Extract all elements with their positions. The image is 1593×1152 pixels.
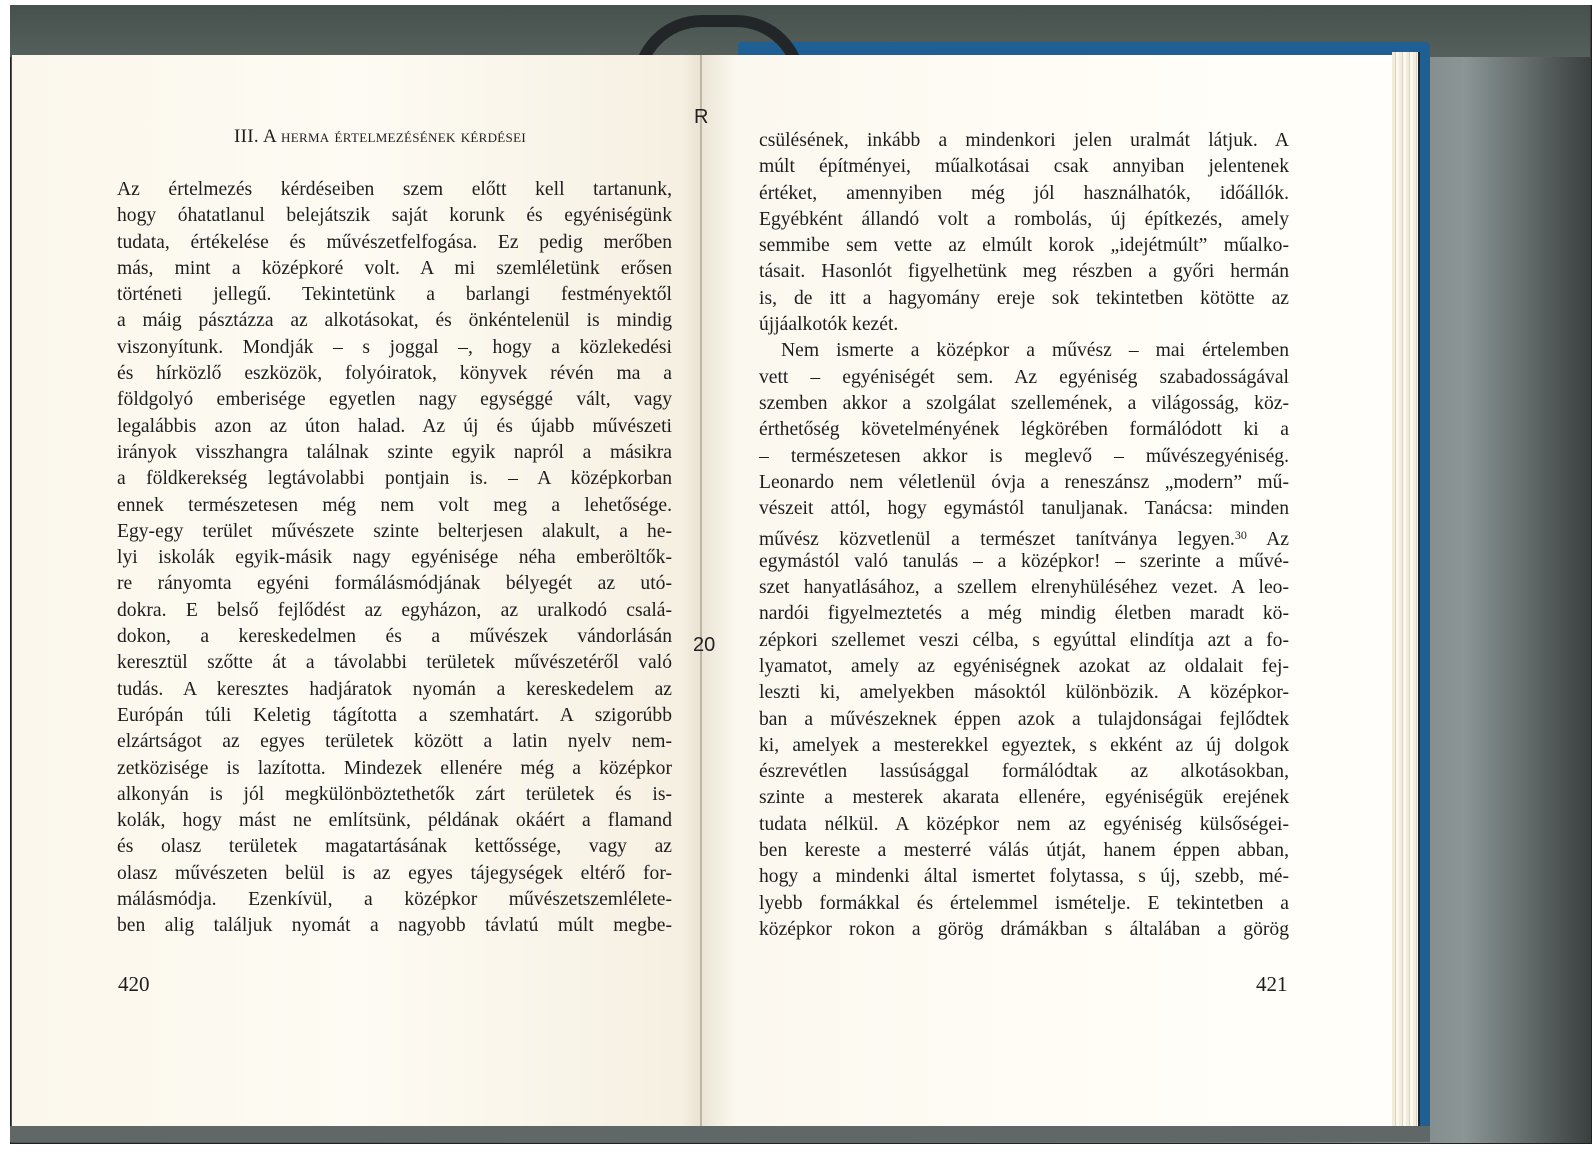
text-line: lyi iskolák egyik-másik nagy egyénisége néha emberöltők- bbox=[117, 547, 672, 569]
text-line: zetközisége is lazította. Mindezek ellenére még a középkor bbox=[117, 757, 672, 779]
text-line: földgolyó emberisége egyetlen nagy egységgé vált, vagy bbox=[117, 389, 672, 411]
header-title: herma értelmezésének kérdései bbox=[281, 126, 526, 147]
text-line: más, mint a középkoré volt. A mi szemléletünk erősen bbox=[117, 257, 672, 279]
text-line: múlt építményei, műalkotásai csak annyiban jelentenek bbox=[759, 156, 1289, 178]
text-line: málásmódja. Ezenkívül, a középkor művészetszemlélete- bbox=[117, 889, 672, 911]
text-line: tásait. Hasonlót figyelhetünk meg részben a győri hermán bbox=[759, 261, 1289, 283]
text-line: csülésének, inkább a mindenkori jelen uralmát látjuk. A bbox=[759, 130, 1289, 151]
page-number-right: 421 bbox=[1256, 972, 1288, 996]
text-line: szet hanyatlásához, a szellem elrenyhüléséhez vezet. A leo- bbox=[759, 577, 1289, 599]
book-gutter bbox=[700, 55, 702, 1126]
scanner-bottom-edge bbox=[10, 1126, 1430, 1142]
text-line: Európán túli Keletig tágította a szemhatárt. A szigorúbb bbox=[117, 704, 672, 726]
text-line: szemben akkor a szolgálat szellemének, a világosság, köz- bbox=[759, 392, 1289, 414]
text-line: ennek természetesen még nem volt meg a lehetősége. bbox=[117, 494, 672, 516]
text-line: ben alig találjuk nyomát a nagyobb távlatú múlt megbe- bbox=[117, 915, 672, 937]
text-line: történeti jellegű. Tekintetünk a barlangi festményektől bbox=[117, 284, 672, 306]
text-line: semmibe sem vette az elmúlt korok „idejétmúlt” műalko- bbox=[759, 235, 1289, 257]
text-line: – természetesen akkor is meglevő – művészegyéniség. bbox=[759, 445, 1289, 467]
text-line: egymástól való tanulás – a középkor! – szerinte a művé- bbox=[759, 550, 1289, 572]
page-edges bbox=[1392, 52, 1420, 1126]
text-line: szinte a mesterek akarata ellenére, egyéniségük erejének bbox=[759, 787, 1289, 809]
text-line: hogy óhatatlanul belejátszik saját korunk és egyéniségünk bbox=[117, 205, 672, 227]
text-line: Egy-egy terület művészete szinte belterjesen alakult, a he- bbox=[117, 520, 672, 542]
text-line: újjáalkotók kezét. bbox=[759, 314, 899, 336]
text-line: ki, amelyek a mesterekkel egyeztek, s ekként az új dolgok bbox=[759, 734, 1289, 756]
text-line: elzártságot az egyes területek között a latin nyelv nem- bbox=[117, 731, 672, 753]
text-line: olasz művészeten belül is az egyes tájegységek eltérő for- bbox=[117, 862, 672, 884]
text-line: értéket, amennyiben még jól használhatók, időállók. bbox=[759, 182, 1289, 204]
text-line: Egyébként állandó volt a rombolás, új építkezés, amely bbox=[759, 208, 1289, 230]
text-line: keresztül szőtte át a távolabbi területek művészetéről való bbox=[117, 652, 672, 674]
text-line: és olasz területek magatartásának kettőssége, vagy az bbox=[117, 836, 672, 858]
header-first-letter: A bbox=[263, 126, 276, 147]
paragraph-3 bbox=[759, 549, 1289, 943]
text-line: érthetőség követelményének légkörében formálódott ki a bbox=[759, 419, 1289, 441]
text-line: Leonardo nem véletlenül óvja a reneszánsz „modern” mű- bbox=[759, 471, 1289, 493]
gutter-mark-20: 20 bbox=[693, 634, 716, 656]
text-line: vett – egyéniségét sem. Az egyéniség szabadosságával bbox=[759, 366, 1289, 388]
text-line: viszonyítunk. Mondják – s joggal –, hogy a közlekedési bbox=[117, 336, 672, 358]
text-line: leszti ki, amelyekben másoktól különbözik. A középkor- bbox=[759, 682, 1289, 704]
text-line: nardói figyelmeztetés a még mindig életben maradt kö- bbox=[759, 603, 1289, 625]
text-line: tudata, értékelése és művészetfelfogása. Ez pedig merőben bbox=[117, 231, 672, 253]
text-line: középkor rokon a görög drámákban s általában a görög bbox=[759, 918, 1289, 940]
text-line: kolák, hogy mást ne említsünk, példának okáért a flamand bbox=[117, 810, 672, 832]
header-numeral: III. bbox=[234, 126, 259, 147]
footnote-line bbox=[759, 522, 1289, 551]
text-line: tudás. A keresztes hadjáratok nyomán a kereskedelem az bbox=[117, 678, 672, 700]
gutter-mark-r: R bbox=[694, 106, 709, 128]
paragraph-2 bbox=[759, 338, 1289, 522]
text-line: irányok visszhangra találnak szinte egyik napról a másikra bbox=[117, 441, 672, 463]
text-line: zépkori szellemet veszi célba, s egyúttal elindítja azt a fo- bbox=[759, 629, 1289, 651]
text-line: dokon, a kereskedelmen és a művészek vándorlásán bbox=[117, 626, 672, 648]
text-line: hogy a mindenki által ismertet folytassa, s új, szebb, mé- bbox=[759, 866, 1289, 888]
running-header bbox=[100, 126, 660, 148]
text-line: a földkerekség legtávolabbi pontjain is. – A középkorban bbox=[117, 468, 672, 490]
text-line: Nem ismerte a középkor a művész – mai értelemben bbox=[781, 340, 1289, 362]
text-line: a máig pásztázza az alkotásokat, és önkéntelenül is mindig bbox=[117, 310, 672, 332]
footnote-reference[interactable]: 30 bbox=[1234, 528, 1247, 543]
text-line: Az értelmezés kérdéseiben szem előtt kell tartanunk, bbox=[117, 179, 672, 200]
right-page-body bbox=[759, 128, 1289, 943]
text-line: és hírközlő eszközök, folyóiratok, könyvek révén ma a bbox=[117, 363, 672, 385]
paragraph-1 bbox=[759, 128, 1289, 338]
text-line: dokra. E belső fejlődést az egyházon, az uralkodó csalá- bbox=[117, 599, 672, 621]
text-line: ban a művészeknek éppen azok a tulajdonságai fejlődtek bbox=[759, 708, 1289, 730]
text-line: tudata nélkül. A középkor nem az egyéniség külsőségei- bbox=[759, 813, 1289, 835]
text-line: ben kereste a mesterré válás útját, hanem éppen abban, bbox=[759, 840, 1289, 862]
page-number-left: 420 bbox=[118, 972, 150, 996]
left-page-body bbox=[117, 177, 672, 940]
text-line: legalábbis azon az úton halad. Az új és újabb művészeti bbox=[117, 415, 672, 437]
text-line: vészeit attól, hogy egymástól tanuljanak. Tanácsa: minden bbox=[759, 498, 1289, 520]
text-line: re rányomta egyéni formálásmódjának bélyegét az utó- bbox=[117, 573, 672, 595]
text-line: lyamatot, amely az egyéniségnek azokat az oldalait fej- bbox=[759, 655, 1289, 677]
text-line: észrevétlen lassúsággal formálódtak az alkotásokban, bbox=[759, 761, 1289, 783]
text-line: alkonyán is jól megkülönböztethetők zárt területek és is- bbox=[117, 783, 672, 805]
text-line: lyebb formákkal és értelemmel ismételje. E tekintetben a bbox=[759, 892, 1289, 914]
text-span: művész közvetlenül a természet tanítványa legyen. bbox=[759, 529, 1235, 551]
text-span: Az bbox=[1246, 529, 1289, 551]
text-line: is, de itt a hagyomány ereje sok tekintetben kötötte az bbox=[759, 287, 1289, 309]
